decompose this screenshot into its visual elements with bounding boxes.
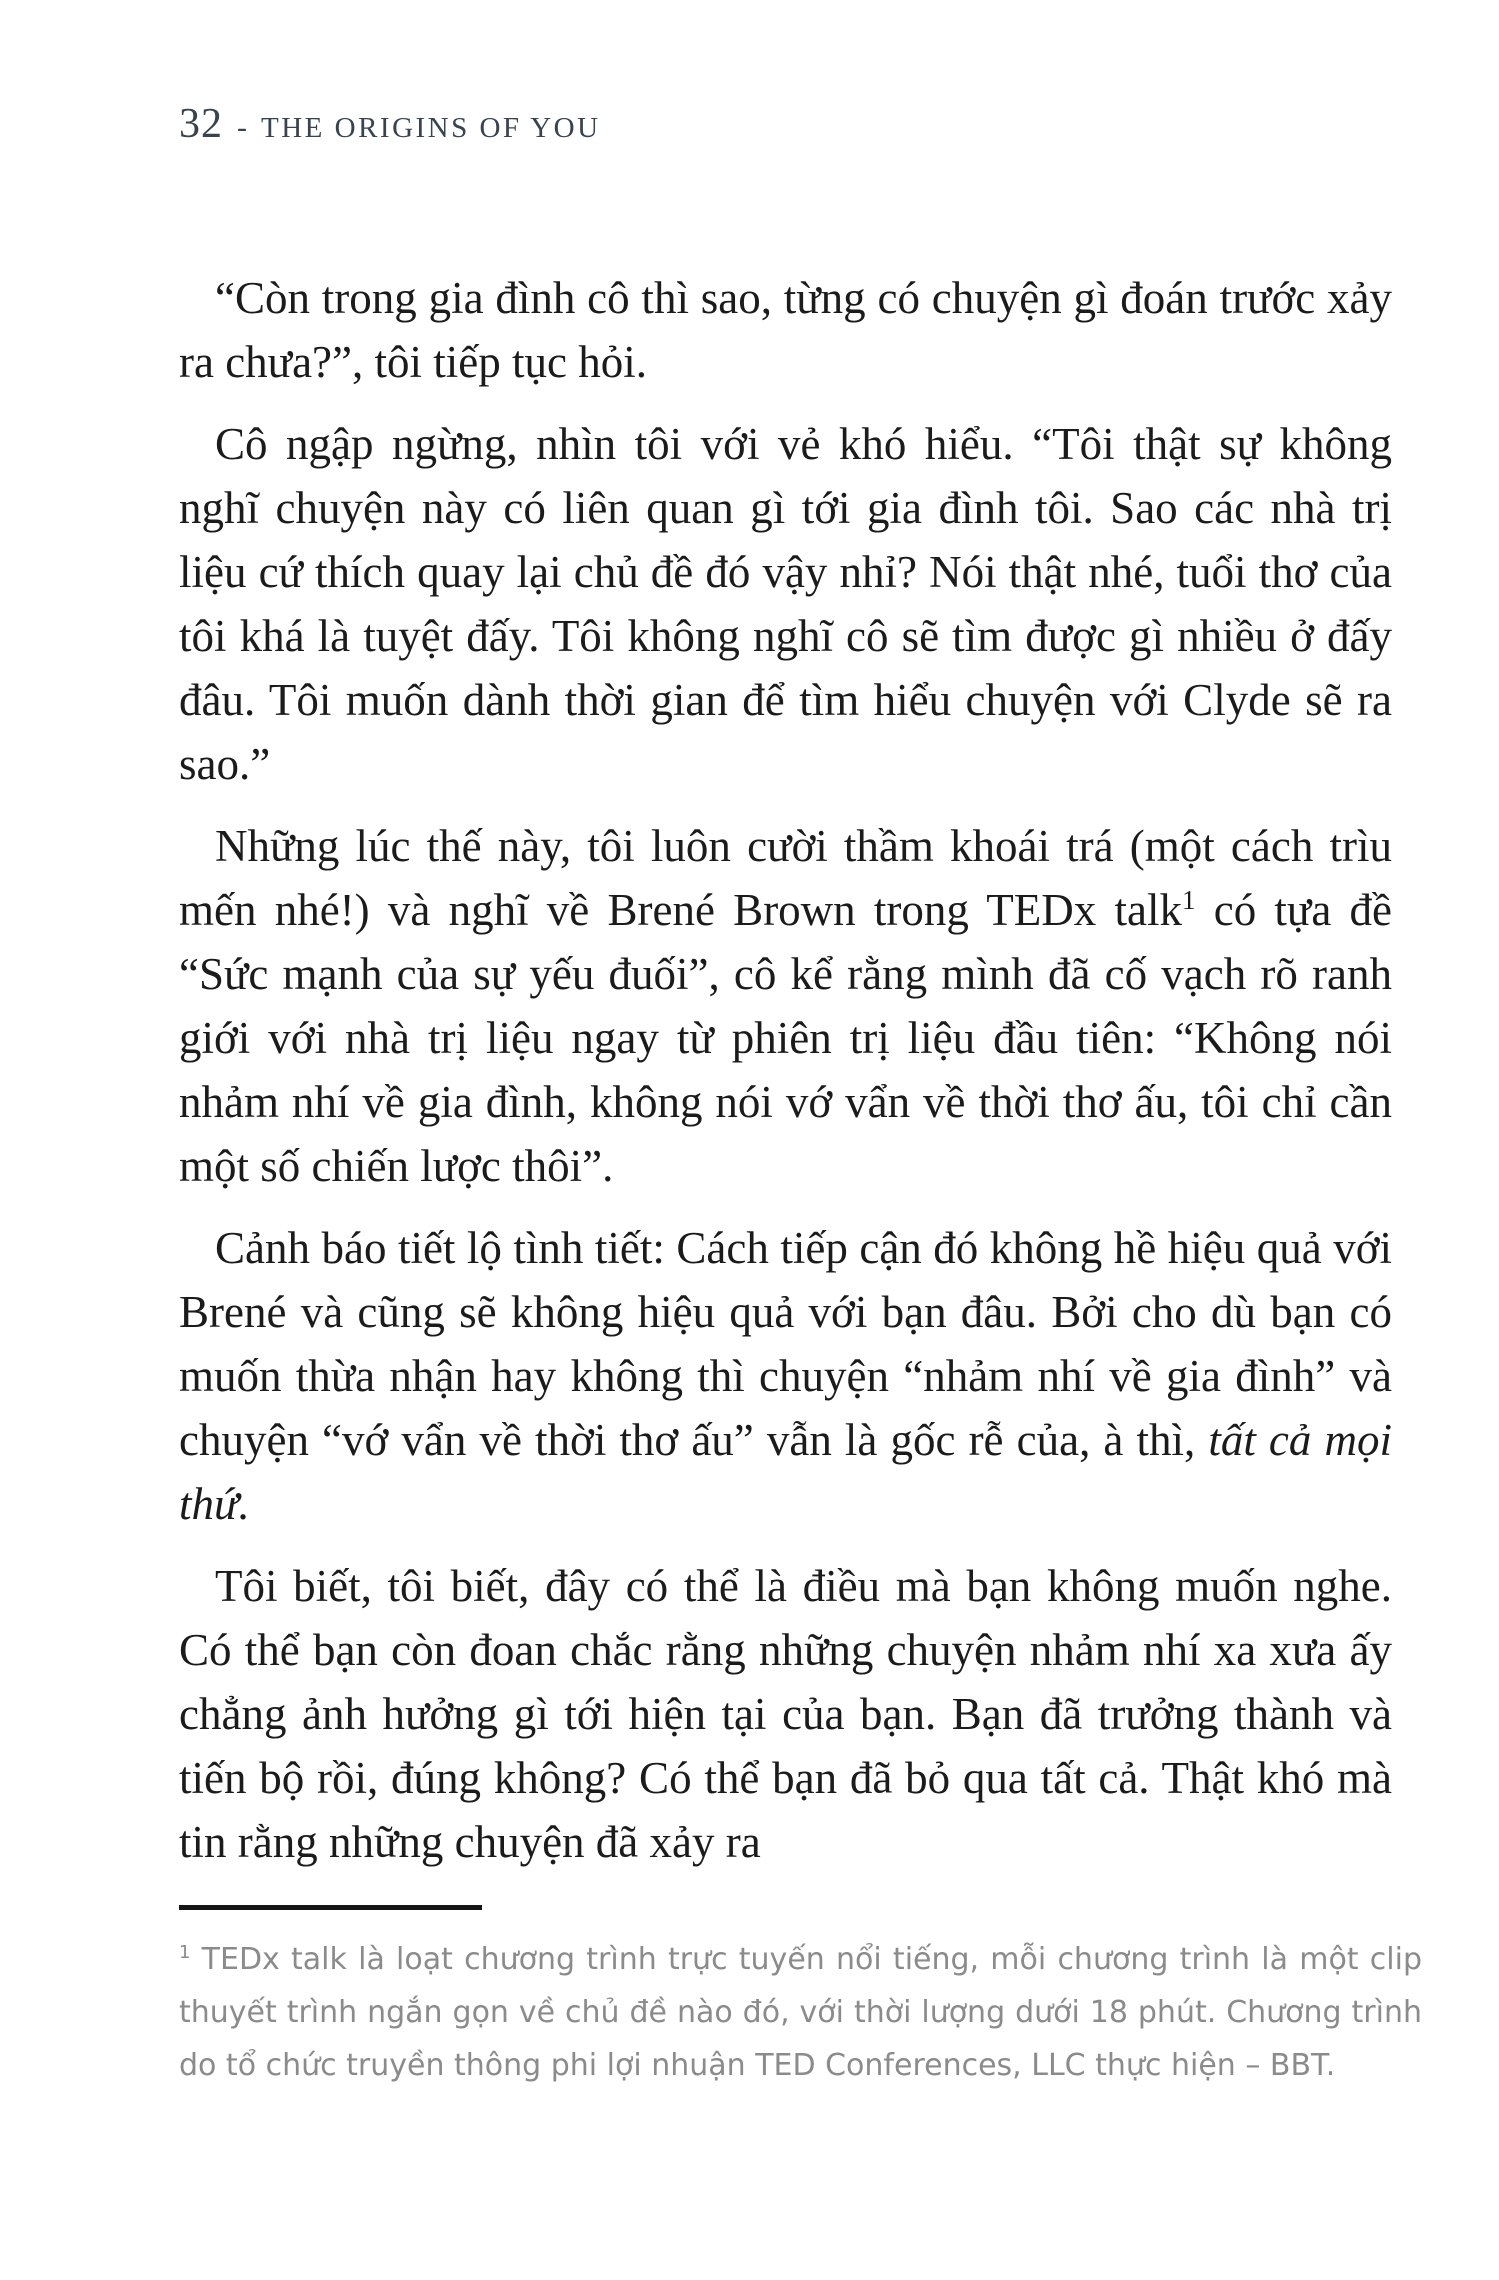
header-separator: - [237, 111, 247, 144]
text-segment: Tôi biết, tôi biết, đây có thể là điều mà bạn không muốn nghe. Có thể bạn còn đoan chắc rằng những chuyện nhảm nhí xa xưa ấy chẳng ảnh hưởng gì tới hiện tại của bạn. Bạn đã trưởng thành và tiến bộ rồi, đúng không? Có thể bạn đã bỏ qua tất cả. Thật khó mà tin rằng những chuyện đã xảy ra [179, 1561, 1392, 1867]
text-segment: 1 [179, 1942, 191, 1963]
paragraph [179, 266, 1392, 394]
text-segment: TEDx talk là loạt chương trình trực tuyến nổi tiếng, mỗi chương trình là một clip thuyết trình ngắn gọn về chủ đề nào đó, với thời lượng dưới 18 phút. Chương trình do tổ chức truyền thông phi lợi nhuận TED Conferences, LLC thực hiện – BBT. [179, 1942, 1422, 2083]
text-segment: “Còn trong gia đình cô thì sao, từng có chuyện gì đoán trước xảy ra chưa?”, tôi tiếp tục hỏi. [179, 273, 1392, 387]
paragraph [179, 1216, 1392, 1536]
book-title: THE ORIGINS OF YOU [261, 112, 601, 144]
text-segment: Cô ngập ngừng, nhìn tôi với vẻ khó hiểu. “Tôi thật sự không nghĩ chuyện này có liên quan gì tới gia đình tôi. Sao các nhà trị liệu cứ thích quay lại chủ đề đó vậy nhỉ? Nói thật nhé, tuổi thơ của tôi khá là tuyệt đấy. Tôi không nghĩ cô sẽ tìm được gì nhiều ở đấy đâu. Tôi muốn dành thời gian để tìm hiểu chuyện với Clyde sẽ ra sao.” [179, 419, 1392, 789]
paragraph [179, 814, 1392, 1198]
text-segment: Cảnh báo tiết lộ tình tiết: Cách tiếp cận đó không hề hiệu quả với Brené và cũng sẽ không hiệu quả với bạn đâu. Bởi cho dù bạn có muốn thừa nhận hay không thì chuyện “nhảm nhí về gia đình” và chuyện “vớ vẩn về thời thơ ấu” vẫn là gốc rễ của, à thì, [179, 1223, 1392, 1465]
text-segment: tất cả mọi thứ. [179, 1415, 1392, 1529]
text-segment: có tựa đề “Sức mạnh của sự yếu đuối”, cô kể rằng mình đã cố vạch rõ ranh giới với nhà trị liệu ngay từ phiên trị liệu đầu tiên: “Không nói nhảm nhí về gia đình, không nói vớ vẩn về thời thơ ấu, tôi chỉ cần một số chiến lược thôi”. [179, 885, 1392, 1191]
running-header [179, 100, 601, 148]
text-segment: Những lúc thế này, tôi luôn cười thầm khoái trá (một cách trìu mến nhé!) và nghĩ về Brené Brown trong TEDx talk [179, 821, 1392, 935]
page-number: 32 [179, 101, 223, 147]
footnote-divider [179, 1905, 482, 1910]
text-segment: 1 [1182, 885, 1196, 915]
body-text [179, 266, 1392, 1892]
footnote [179, 1933, 1422, 2092]
paragraph [179, 1554, 1392, 1874]
paragraph [179, 412, 1392, 796]
